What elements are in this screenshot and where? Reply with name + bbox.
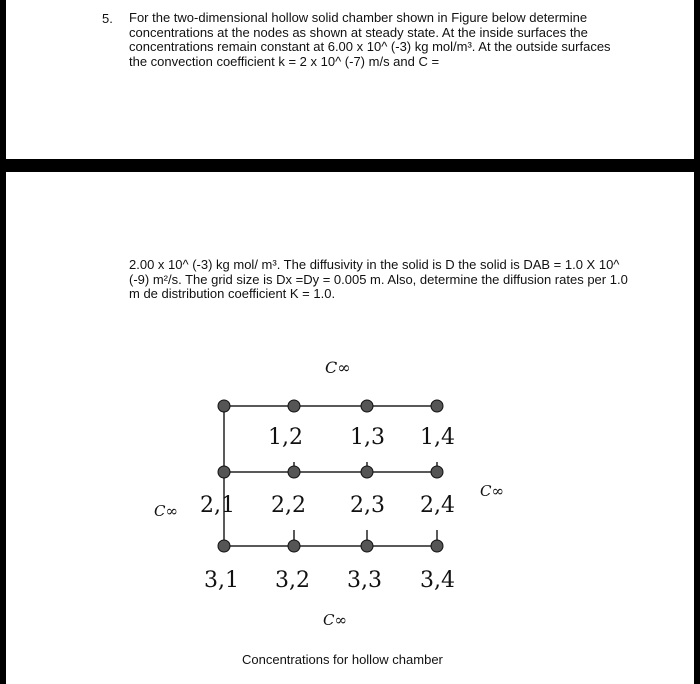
question-text-part2: 2.00 x 10^ (-3) kg mol/ m³. The diffusivity in the solid is D the solid is DAB = 1.0 X 10^ (-9) m²/s. The grid size is Dx =Dy = 0.005 m. Also, determine the diffusion rates per 1.0 m de distribution coefficient K = 1.0. — [129, 257, 628, 301]
node-label-3-2: 3,2 — [275, 568, 310, 593]
node-marker — [431, 540, 443, 552]
grid-lines — [224, 406, 437, 546]
c-inf-label-left: C∞ — [154, 502, 178, 520]
node-marker — [288, 466, 300, 478]
node-marker — [218, 466, 230, 478]
node-marker — [361, 540, 373, 552]
node-label-1-3: 1,3 — [350, 425, 385, 450]
c-inf-label-bottom: C∞ — [323, 611, 347, 629]
node-label-3-4: 3,4 — [420, 568, 455, 593]
node-marker — [361, 400, 373, 412]
node-label-2-4: 2,4 — [420, 493, 455, 518]
node-label-2-2: 2,2 — [271, 493, 306, 518]
node-marker — [218, 540, 230, 552]
node-marker — [431, 466, 443, 478]
node-marker — [361, 466, 373, 478]
node-label-1-2: 1,2 — [268, 425, 303, 450]
node-label-2-3: 2,3 — [350, 493, 385, 518]
question-text-part1: For the two-dimensional hollow solid chamber shown in Figure below determine concentrations at the nodes as shown at steady state. At the inside surfaces the concentrations remain constant at 6.00 x 10^ (-3) kg mol/m³. At the outside surfaces the convection coefficient k = 2 x 10^ (-7) m/s and C = — [129, 10, 611, 69]
node-marker — [288, 540, 300, 552]
node-label-3-3: 3,3 — [347, 568, 382, 593]
node-label-2-1: 2,1 — [200, 493, 235, 518]
node-label-1-4: 1,4 — [420, 425, 455, 450]
node-label-3-1: 3,1 — [204, 568, 239, 593]
node-marker — [288, 400, 300, 412]
node-marker — [218, 400, 230, 412]
c-inf-label-right: C∞ — [480, 482, 504, 500]
figure-caption: Concentrations for hollow chamber — [242, 652, 443, 667]
grid-nodes — [218, 400, 443, 552]
c-inf-label-top: C∞ — [325, 358, 351, 377]
node-marker — [431, 400, 443, 412]
question-number: 5. — [102, 11, 113, 26]
